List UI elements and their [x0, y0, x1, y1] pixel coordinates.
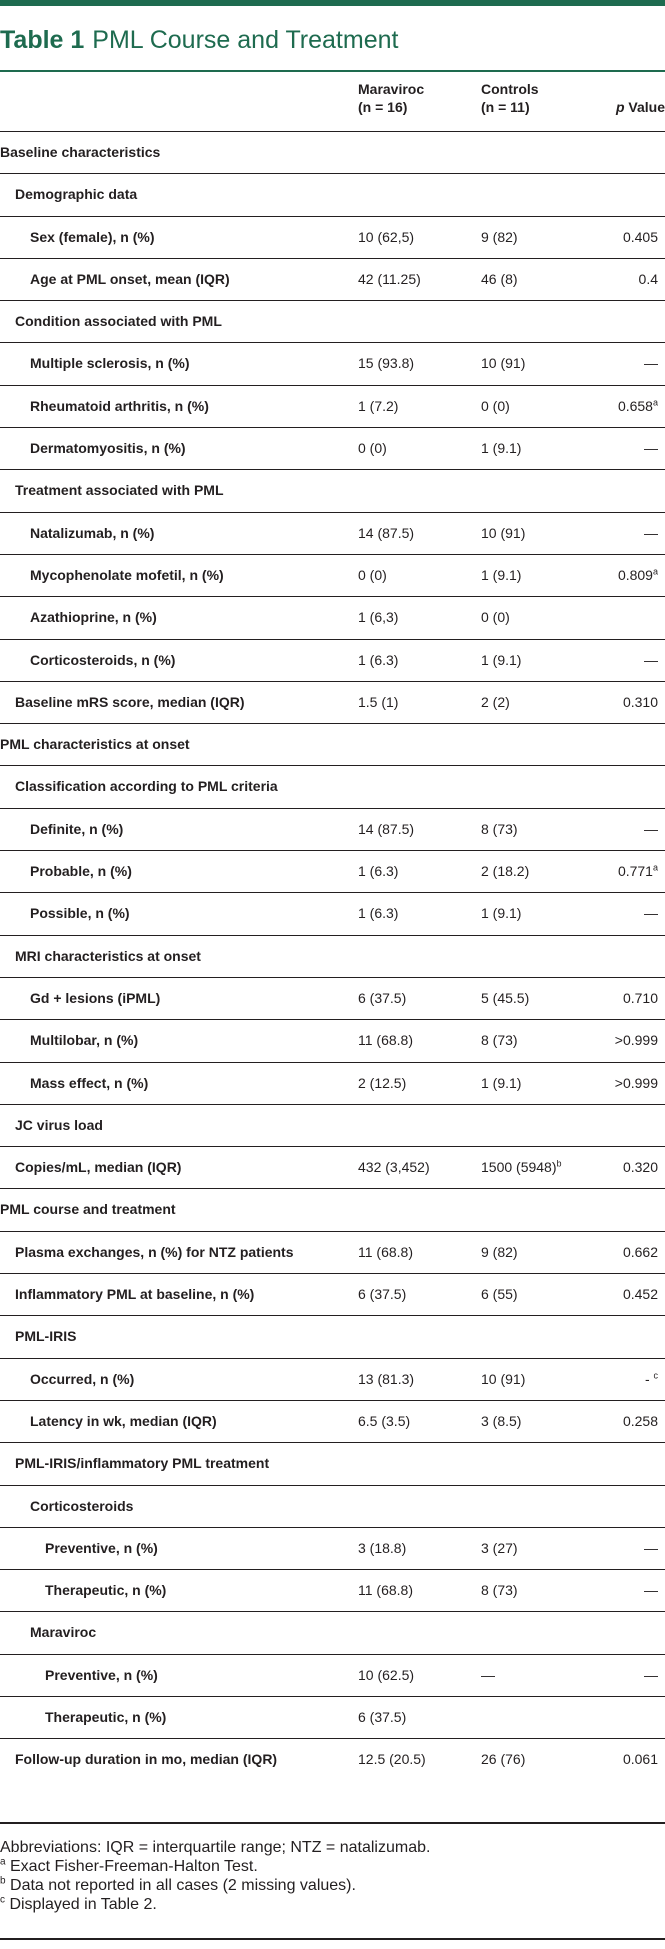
cell-maraviroc: 432 (3,452) — [358, 1159, 430, 1176]
cell-p-value-text: - — [644, 1370, 654, 1387]
row-label: Definite, n (%) — [30, 820, 124, 837]
table-row — [0, 596, 665, 638]
footnote-text: Data not reported in all cases (2 missing values). — [5, 1877, 356, 1894]
footnote-marker: b — [556, 1158, 562, 1169]
row-label: Baseline mRS score, median (IQR) — [15, 693, 245, 710]
row-label: Multiple sclerosis, n (%) — [30, 355, 190, 372]
cell-controls — [481, 1244, 518, 1260]
cell-p-value-text: — — [644, 1666, 658, 1683]
row-label: Follow-up duration in mo, median (IQR) — [15, 1751, 278, 1768]
table-row — [0, 935, 665, 977]
row-label: Sex (female), n (%) — [30, 228, 155, 245]
cell-controls-value: 3 (27) — [481, 1539, 518, 1556]
cell-p-value — [623, 694, 658, 710]
row-label: Demographic data — [15, 186, 138, 203]
cell-p-value-text: 0.405 — [622, 228, 658, 245]
cell-controls-value: 46 (8) — [481, 270, 518, 287]
table-row — [0, 1527, 665, 1569]
table-row — [0, 765, 665, 807]
cell-p-value-text: 0.258 — [622, 1412, 658, 1429]
cell-p-value-text: 0.658 — [617, 397, 653, 414]
table-row — [0, 469, 665, 511]
cell-maraviroc: 13 (81.3) — [358, 1370, 415, 1387]
cell-controls-value: — — [481, 1666, 495, 1683]
cell-controls-value: 9 (82) — [481, 228, 518, 245]
header-value-text: Value — [624, 99, 665, 115]
cell-controls — [481, 990, 529, 1006]
cell-p-value — [639, 271, 658, 287]
row-label: Preventive, n (%) — [45, 1666, 158, 1683]
row-label: Azathioprine, n (%) — [30, 609, 157, 626]
cell-p-value-text: 0.4 — [638, 270, 658, 287]
row-label: Therapeutic, n (%) — [45, 1582, 167, 1599]
cell-p-value — [618, 398, 658, 414]
table-row — [0, 1231, 665, 1273]
cell-controls-value: 8 (73) — [481, 1032, 518, 1049]
header-p-italic: p — [615, 99, 625, 115]
row-label: Plasma exchanges, n (%) for NTZ patients — [15, 1243, 294, 1260]
cell-controls-value: 10 (91) — [481, 524, 526, 541]
row-label: Mycophenolate mofetil, n (%) — [30, 566, 224, 583]
row-label: Rheumatoid arthritis, n (%) — [30, 397, 209, 414]
cell-controls — [481, 398, 510, 414]
row-label: Possible, n (%) — [30, 905, 130, 922]
header-maraviroc — [358, 80, 424, 116]
cell-controls-value: 1 (9.1) — [481, 566, 522, 583]
footnote-end-rule — [0, 1938, 665, 1940]
footnote — [0, 1895, 665, 1914]
footnote-marker: c — [653, 1369, 658, 1380]
table-row — [0, 1315, 665, 1357]
row-label: Occurred, n (%) — [30, 1370, 135, 1387]
row-label: Multilobar, n (%) — [30, 1032, 139, 1049]
cell-maraviroc: 14 (87.5) — [358, 820, 415, 837]
cell-p-value-text: 0.452 — [622, 1286, 658, 1303]
table-row — [0, 512, 665, 554]
row-label: Corticosteroids, n (%) — [30, 651, 176, 668]
cell-maraviroc: 14 (87.5) — [358, 524, 415, 541]
cell-maraviroc: 15 (93.8) — [358, 355, 415, 372]
cell-controls — [481, 1667, 495, 1683]
row-label: Treatment associated with PML — [15, 482, 224, 499]
table-row — [0, 1273, 665, 1315]
cell-p-value — [618, 567, 658, 583]
table-bottom-rule — [0, 1822, 665, 1824]
cell-p-value — [644, 1582, 658, 1598]
header-p-value — [616, 98, 665, 116]
row-label: Inflammatory PML at baseline, n (%) — [15, 1286, 255, 1303]
cell-maraviroc: 6.5 (3.5) — [358, 1412, 411, 1429]
cell-controls — [481, 1582, 518, 1598]
cell-p-value — [623, 1159, 658, 1175]
table-row — [0, 1062, 665, 1104]
cell-controls — [481, 1032, 518, 1048]
cell-p-value — [645, 1371, 658, 1387]
table-row — [0, 300, 665, 342]
header-controls-n: (n = 11) — [481, 99, 530, 115]
cell-p-value-text: 0.061 — [622, 1751, 658, 1768]
table-row — [0, 1442, 665, 1484]
cell-controls-value: 2 (2) — [481, 693, 510, 710]
cell-controls — [481, 229, 518, 245]
row-label: Mass effect, n (%) — [30, 1074, 149, 1091]
cell-controls — [481, 271, 518, 287]
cell-controls — [481, 355, 525, 371]
table-row — [0, 1611, 665, 1653]
row-label: Classification according to PML criteria — [15, 778, 278, 795]
cell-controls-value: 2 (18.2) — [481, 863, 530, 880]
cell-maraviroc: 10 (62,5) — [358, 228, 415, 245]
cell-p-value — [644, 440, 658, 456]
cell-maraviroc: 42 (11.25) — [358, 270, 421, 287]
cell-maraviroc: 6 (37.5) — [358, 1708, 407, 1725]
cell-p-value-text: 0.320 — [622, 1159, 658, 1176]
cell-controls-value: 1 (9.1) — [481, 440, 522, 457]
cell-controls — [481, 652, 521, 668]
table-row — [0, 639, 665, 681]
cell-p-value-text: — — [644, 440, 658, 457]
top-accent-bar — [0, 0, 665, 6]
cell-p-value-text: — — [644, 1539, 658, 1556]
cell-controls-value: 10 (91) — [481, 355, 526, 372]
table-label: Table 1 — [0, 26, 85, 54]
cell-maraviroc: 2 (12.5) — [358, 1074, 407, 1091]
cell-p-value — [623, 229, 658, 245]
cell-p-value — [623, 1413, 658, 1429]
cell-maraviroc: 1 (6.3) — [358, 863, 399, 880]
cell-controls — [481, 1751, 525, 1767]
cell-p-value-text: >0.999 — [614, 1074, 658, 1091]
table-row — [0, 258, 665, 300]
table-row — [0, 1358, 665, 1400]
cell-maraviroc: 6 (37.5) — [358, 1286, 407, 1303]
table-title — [0, 25, 398, 55]
footnote-marker: c — [0, 1894, 5, 1906]
cell-p-value-text: — — [644, 905, 658, 922]
footnote-text: Exact Fisher-Freeman-Halton Test. — [5, 1858, 258, 1875]
table-footnotes — [0, 1838, 665, 1914]
table-body — [0, 131, 665, 1781]
cell-maraviroc: 6 (37.5) — [358, 989, 407, 1006]
table-row — [0, 554, 665, 596]
row-label: Age at PML onset, mean (IQR) — [30, 270, 230, 287]
table-row — [0, 723, 665, 765]
cell-controls-value: 1 (9.1) — [481, 651, 522, 668]
cell-maraviroc: 1 (6.3) — [358, 651, 399, 668]
table-row — [0, 131, 665, 173]
cell-p-value — [644, 1667, 658, 1683]
cell-p-value — [623, 1286, 658, 1302]
table-row — [0, 1569, 665, 1611]
footnote-marker: a — [652, 397, 658, 408]
row-label: PML-IRIS/inflammatory PML treatment — [15, 1455, 270, 1472]
cell-controls — [481, 1413, 521, 1429]
cell-p-value-text: 0.809 — [617, 566, 653, 583]
cell-p-value — [623, 1751, 658, 1767]
cell-controls — [481, 905, 521, 921]
row-label: JC virus load — [15, 1116, 103, 1133]
cell-maraviroc: 0 (0) — [358, 440, 387, 457]
table-row — [0, 808, 665, 850]
cell-maraviroc: 11 (68.8) — [358, 1582, 413, 1599]
table-row — [0, 1146, 665, 1188]
cell-p-value — [644, 1540, 658, 1556]
cell-controls-value: 6 (55) — [481, 1286, 518, 1303]
table-row — [0, 1188, 665, 1230]
cell-controls-value: 1 (9.1) — [481, 905, 522, 922]
cell-p-value — [644, 905, 658, 921]
cell-controls — [481, 863, 529, 879]
table-row — [0, 173, 665, 215]
footnote — [0, 1876, 665, 1895]
table-row — [0, 977, 665, 1019]
cell-maraviroc: 1.5 (1) — [358, 693, 399, 710]
table-row — [0, 850, 665, 892]
cell-controls-value: 8 (73) — [481, 1582, 518, 1599]
cell-p-value — [644, 525, 658, 541]
row-label: Baseline characteristics — [0, 144, 161, 160]
footnote-marker: a — [0, 1856, 6, 1868]
header-maraviroc-name: Maraviroc — [358, 81, 425, 97]
table-row — [0, 681, 665, 723]
cell-controls-value: 10 (91) — [481, 1370, 526, 1387]
cell-controls — [481, 1540, 518, 1556]
header-controls — [481, 80, 539, 116]
cell-controls — [481, 609, 510, 625]
cell-maraviroc: 3 (18.8) — [358, 1539, 407, 1556]
cell-controls — [481, 1075, 521, 1091]
footnote-marker: b — [0, 1875, 6, 1887]
cell-p-value — [644, 821, 658, 837]
cell-controls — [481, 440, 521, 456]
cell-p-value-text: — — [644, 524, 658, 541]
cell-maraviroc: 12.5 (20.5) — [358, 1751, 426, 1768]
footnote-marker: a — [652, 862, 658, 873]
row-label: Latency in wk, median (IQR) — [30, 1412, 217, 1429]
cell-p-value — [615, 1075, 658, 1091]
cell-controls-value: 26 (76) — [481, 1751, 526, 1768]
table-title-text: PML Course and Treatment — [92, 26, 399, 54]
cell-controls-value: 3 (8.5) — [481, 1412, 522, 1429]
cell-maraviroc: 11 (68.8) — [358, 1243, 413, 1260]
footnote-marker: a — [652, 566, 658, 577]
row-label: Preventive, n (%) — [45, 1539, 158, 1556]
header-maraviroc-n: (n = 16) — [358, 99, 408, 115]
table-row — [0, 1696, 665, 1738]
table-row — [0, 342, 665, 384]
row-label: Maraviroc — [30, 1624, 97, 1641]
cell-p-value — [615, 1032, 658, 1048]
cell-controls — [481, 821, 518, 837]
header-controls-name: Controls — [481, 81, 539, 97]
cell-maraviroc: 1 (6.3) — [358, 905, 399, 922]
footnote — [0, 1857, 665, 1876]
cell-p-value-text: 0.662 — [622, 1243, 658, 1260]
cell-p-value-text: — — [644, 355, 658, 372]
cell-controls-value: 1 (9.1) — [481, 1074, 522, 1091]
footnote — [0, 1838, 665, 1857]
row-label: Therapeutic, n (%) — [45, 1708, 167, 1725]
cell-p-value — [623, 990, 658, 1006]
cell-p-value-text: 0.310 — [622, 693, 658, 710]
cell-p-value-text: 0.771 — [617, 863, 653, 880]
table-row — [0, 427, 665, 469]
cell-maraviroc: 1 (6,3) — [358, 609, 399, 626]
row-label: Corticosteroids — [30, 1497, 134, 1514]
row-label: Natalizumab, n (%) — [30, 524, 155, 541]
table-row — [0, 216, 665, 258]
row-label: PML-IRIS — [15, 1328, 77, 1345]
cell-controls — [481, 694, 510, 710]
table-row — [0, 1104, 665, 1146]
cell-controls-value: 0 (0) — [481, 609, 510, 626]
cell-p-value — [644, 652, 658, 668]
table-row — [0, 1019, 665, 1061]
cell-controls-value: 9 (82) — [481, 1243, 518, 1260]
row-label: MRI characteristics at onset — [15, 947, 201, 964]
row-label: PML characteristics at onset — [0, 736, 190, 753]
cell-controls-value: 1500 (5948) — [481, 1159, 557, 1176]
table-row — [0, 1400, 665, 1442]
row-label: PML course and treatment — [0, 1201, 176, 1218]
row-label: Gd + lesions (iPML) — [30, 989, 161, 1006]
table-row — [0, 385, 665, 427]
footnote-text: Abbreviations: IQR = interquartile range; NTZ = natalizumab. — [0, 1839, 431, 1856]
cell-maraviroc: 1 (7.2) — [358, 397, 399, 414]
footnote-text: Displayed in Table 2. — [5, 1896, 157, 1913]
cell-p-value-text: — — [644, 820, 658, 837]
cell-p-value — [623, 1244, 658, 1260]
cell-p-value — [644, 355, 658, 371]
cell-controls-value: 5 (45.5) — [481, 989, 530, 1006]
row-label: Condition associated with PML — [15, 313, 222, 330]
cell-maraviroc: 11 (68.8) — [358, 1032, 413, 1049]
cell-controls — [481, 525, 525, 541]
cell-p-value-text: — — [644, 1582, 658, 1599]
cell-controls — [481, 567, 521, 583]
row-label: Dermatomyositis, n (%) — [30, 440, 186, 457]
cell-p-value — [618, 863, 658, 879]
cell-controls-value: 0 (0) — [481, 397, 510, 414]
table-row — [0, 1654, 665, 1696]
cell-maraviroc: 10 (62.5) — [358, 1666, 415, 1683]
cell-controls — [481, 1159, 562, 1175]
table-row — [0, 1485, 665, 1527]
row-label: Probable, n (%) — [30, 863, 132, 880]
cell-controls — [481, 1371, 525, 1387]
cell-controls — [481, 1286, 518, 1302]
cell-maraviroc: 0 (0) — [358, 566, 387, 583]
cell-controls-value: 8 (73) — [481, 820, 518, 837]
table-row — [0, 1738, 665, 1780]
cell-p-value-text: — — [644, 651, 658, 668]
cell-p-value-text: 0.710 — [622, 989, 658, 1006]
table-row — [0, 892, 665, 934]
table-header — [0, 72, 665, 130]
row-label: Copies/mL, median (IQR) — [15, 1159, 182, 1176]
cell-p-value-text: >0.999 — [614, 1032, 658, 1049]
